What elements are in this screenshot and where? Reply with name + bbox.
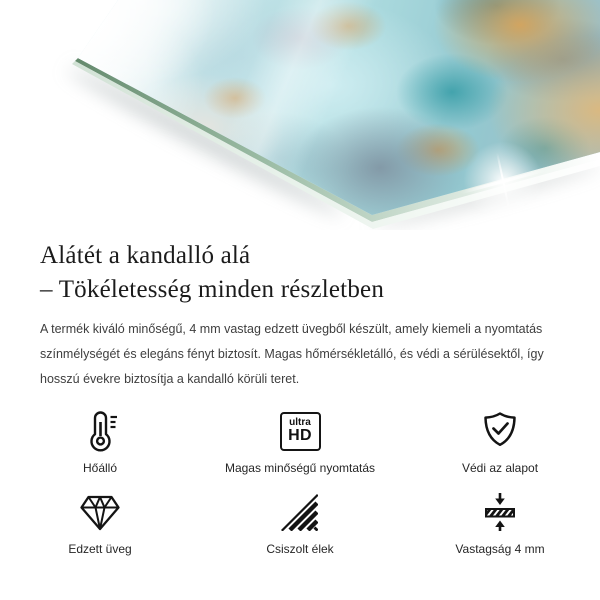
description-line: színmélységét és elegáns fényt biztosít. Magas hőmérsékletálló, és védi a sérülésektől, így [40, 347, 544, 361]
feature-polished-edges [200, 489, 400, 556]
feature-thickness [400, 489, 600, 556]
ultra-hd-badge-top: ultra [289, 417, 311, 428]
diamond-icon [77, 489, 123, 535]
feature-label: Magas minőségű nyomtatás [224, 461, 376, 475]
content-area [0, 239, 600, 392]
feature-print-quality [200, 408, 400, 475]
feature-label: Vastagság 4 mm [455, 542, 545, 556]
feature-protects-base [400, 408, 600, 475]
feature-label: Edzett üveg [68, 542, 132, 556]
ultra-hd-badge [280, 412, 321, 451]
polished-edges-icon [279, 489, 321, 535]
shield-check-icon [478, 408, 522, 454]
thickness-icon [478, 489, 522, 535]
feature-label: Csiszolt élek [266, 542, 334, 556]
feature-grid [0, 408, 600, 556]
description-line: hosszú évekre biztosítja a kandalló körüli teret. [40, 372, 300, 386]
page-title [40, 239, 560, 307]
feature-label: Védi az alapot [461, 461, 539, 475]
feature-label: Hőálló [82, 461, 118, 475]
ultra-hd-badge-bottom: HD [288, 427, 312, 444]
product-image [0, 0, 600, 230]
feature-heat-resistant [0, 408, 200, 475]
ultra-hd-icon [280, 408, 321, 454]
title-line-2: – Tökéletesség minden részletben [40, 276, 385, 303]
product-description [40, 317, 560, 392]
title-line-1: Alátét a kandalló alá [40, 242, 251, 269]
feature-tempered-glass [0, 489, 200, 556]
description-line: A termék kiváló minőségű, 4 mm vastag edzett üvegből készült, amely kiemeli a nyomtatás [40, 322, 543, 336]
thermometer-icon [80, 408, 120, 454]
